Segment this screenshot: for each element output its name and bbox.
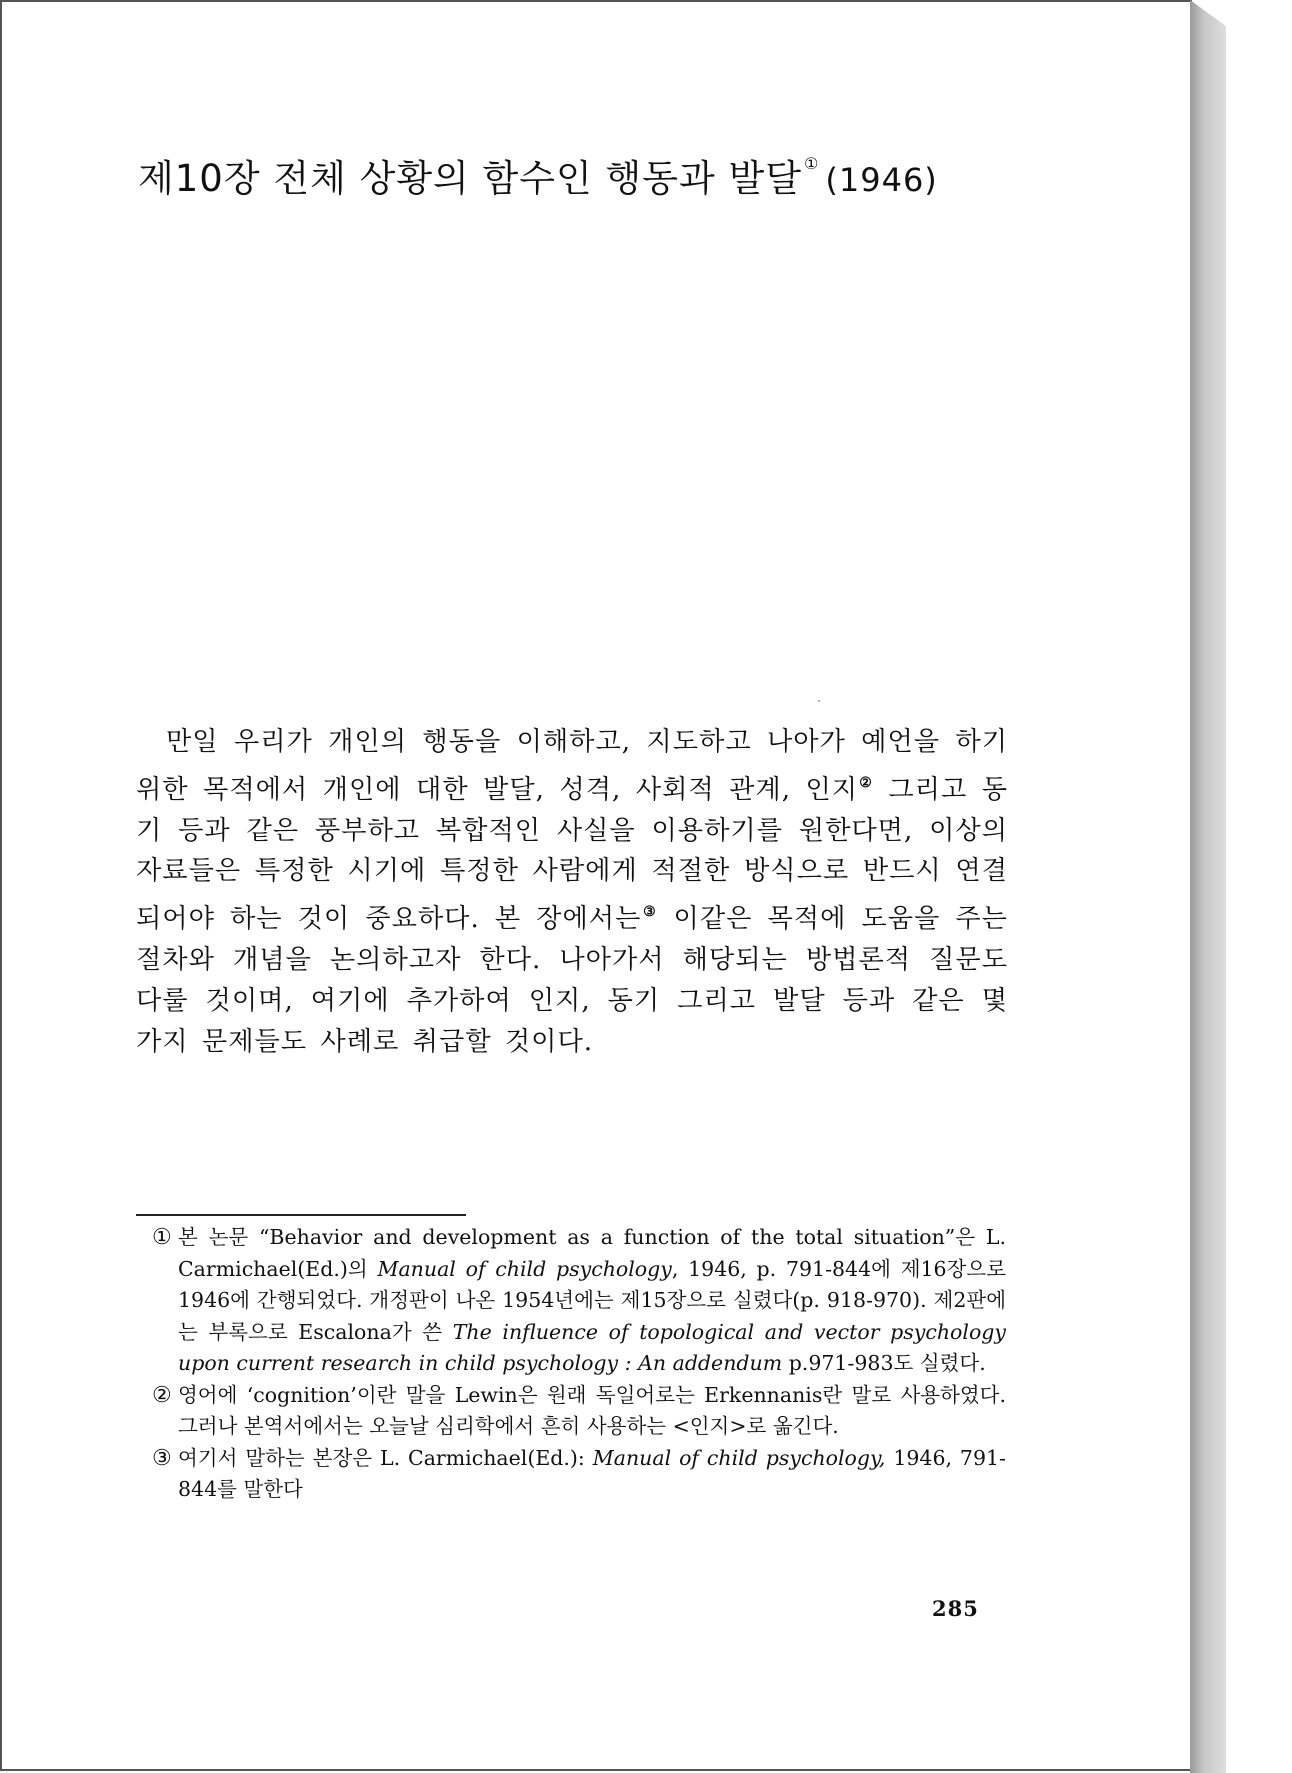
body-part-1: 만일 우리가 개인의 행동을 이해하고, 지도하고 나아가 예언을 하기 위한 목적에서 개인에 대한 발달, 성격, 사회적 관계, 인지 (136, 727, 1008, 805)
footnote-3-text-b: 1946, 791-844를 말한다 (178, 1445, 1006, 1501)
footnote-ref-3: ③ (641, 904, 659, 921)
footnote-1-book-title: Manual of child psychology (377, 1256, 672, 1281)
footnote-1-mark: ① (152, 1225, 172, 1250)
footnote-2 (136, 1380, 1006, 1443)
footnote-2-text: 영어에 ‘cognition’이란 말을 Lewin은 원래 독일어로는 Erkennanis란 말로 사용하였다. 그러나 본역서에서는 오늘날 심리학에서 흔히 사용하는 <인지>로 옮긴다. (178, 1382, 1006, 1438)
chapter-title (138, 148, 1038, 202)
footnote-1 (136, 1222, 1006, 1380)
footnote-1-text-c: p.971-983도 실렸다. (782, 1351, 986, 1375)
body-paragraph (136, 722, 1008, 1062)
body-part-3: 이같은 목적에 도움을 주는 절차와 개념을 논의하고자 한다. 나아가서 해당되는 방법론적 질문도 다룰 것이며, 여기에 추가하여 인지, 동기 그리고 발달 등과 같은 몇 가지 문제들도 사례로 취급할 것이다. (136, 904, 1008, 1057)
page-number: 285 (932, 1596, 979, 1621)
footnotes (136, 1222, 1006, 1506)
footnote-3-text-a: 여기서 말하는 본장은 L. Carmichael(Ed.): (178, 1445, 593, 1470)
footnote-1-text-b: , 1946, p. 791-844에 제16장으로 1946에 간행되었다. 개정판이 나온 1954년에는 제15장으로 실렸다(p. 918-970). 제2판에는 부록으로 Escalona가 쓴 (178, 1256, 1006, 1344)
chapter-year: (1946) (825, 161, 938, 199)
body-part-2: 그리고 동기 등과 같은 풍부하고 복합적인 사실을 이용하기를 원한다면, 이상의 자료들은 특정한 시기에 특정한 사람에게 적절한 방식으로 반드시 연결되어야 하는 것이 중요하다. 본 장에서는 (136, 774, 1008, 935)
footnote-3-mark: ③ (152, 1445, 172, 1471)
page-stack-edge (1190, 0, 1226, 1773)
footnote-1-text-a: 본 논문 “Behavior and development as a function of the total situation”은 L. Carmichael(Ed.)의 (178, 1225, 1006, 1281)
footnote-3 (136, 1443, 1006, 1506)
footnote-2-mark: ② (152, 1382, 172, 1408)
footnote-divider (136, 1214, 466, 1216)
scan-speck (818, 700, 820, 702)
chapter-title-text: 제10장 전체 상황의 함수인 행동과 발달 (138, 157, 803, 200)
footnote-1-addendum-title: The influence of topological and vector psychology upon current research in child psychology : An addendum (178, 1319, 1006, 1375)
footnote-ref-2: ② (858, 774, 874, 791)
footnote-3-book-title: Manual of child psychology, (592, 1445, 886, 1470)
title-footnote-mark: ① (804, 154, 820, 173)
